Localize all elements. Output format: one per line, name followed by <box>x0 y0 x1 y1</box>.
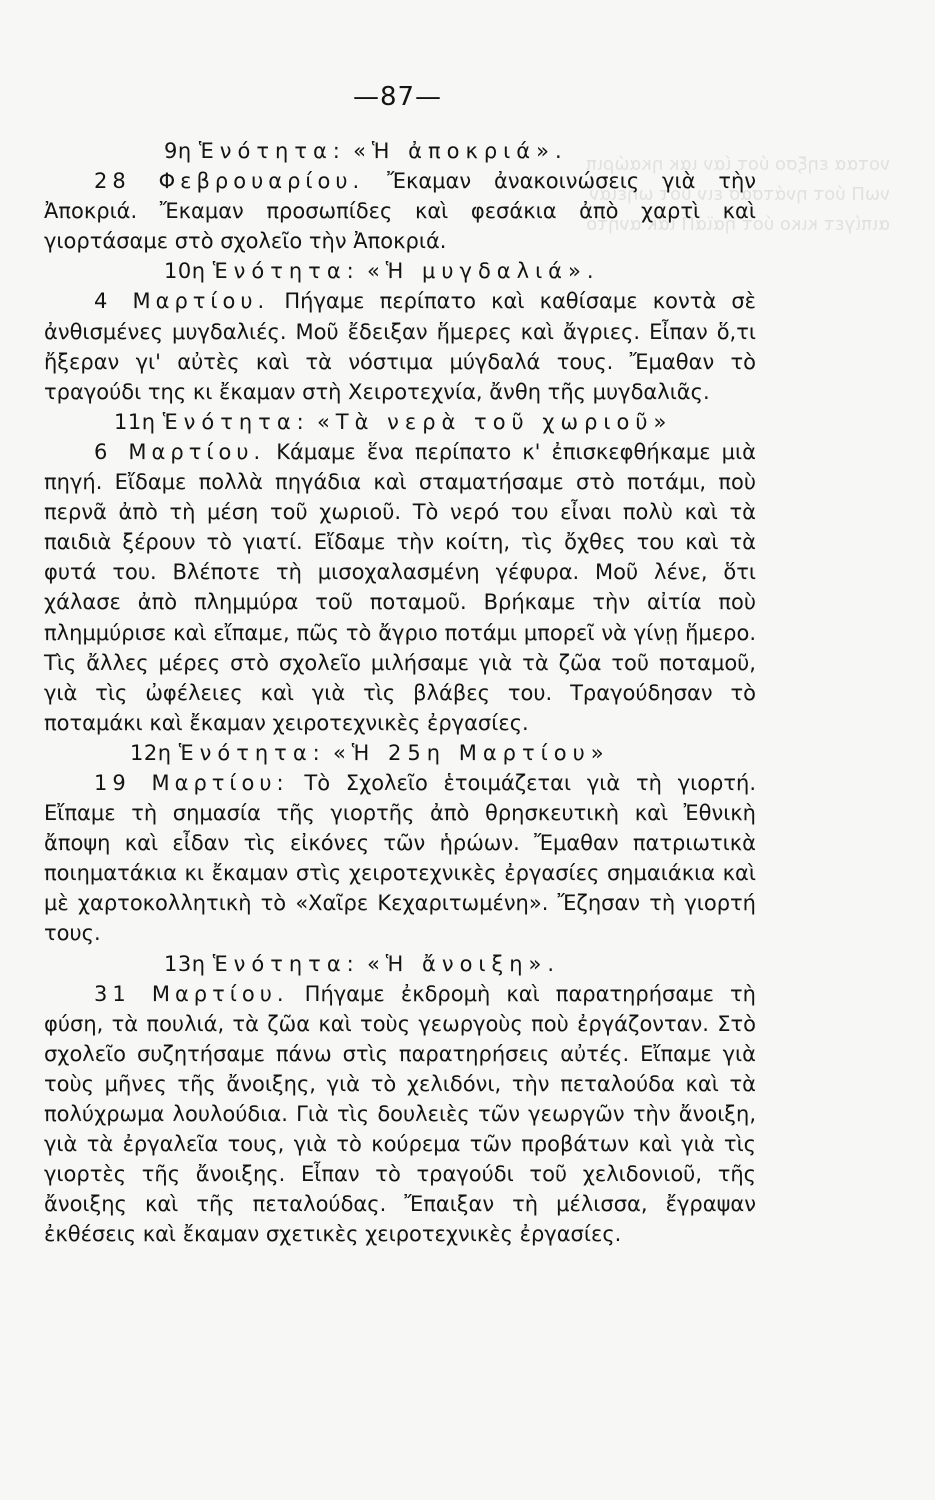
entry-date: 28 Φεβρουαρίου. <box>94 169 365 194</box>
heading-title: «Ἡ ἄνοιξη». <box>366 951 561 976</box>
entry-text: Πήγαμε περίπατο καὶ καθίσαμε κοντὰ σὲ ἀνθισμένες μυγδαλιές. Μοῦ ἔδειξαν ἥμερες καὶ ἄγριες. Εἶπαν ὅ,τι ἤξεραν γι' αὐτὲς καὶ τὰ νόστιμα μύγδαλά τους. Ἔμαθαν τὸ τραγούδι της κι ἔκαμαν στὴ Χειροτεχνία, ἄνθη τῆς μυγδαλιᾶς. <box>44 289 756 404</box>
text-body <box>44 136 756 1249</box>
heading-title: «Ἡ 25η Μαρτίου» <box>332 740 610 765</box>
section-heading-11 <box>114 407 756 437</box>
heading-number: 12η <box>130 740 172 765</box>
heading-title: «Ἡ μυγδαλιά». <box>366 259 600 284</box>
section-paragraph-13 <box>44 979 756 1250</box>
section-paragraph-12 <box>44 768 756 949</box>
page-number: —87— <box>352 82 443 112</box>
entry-text: Τὸ Σχολεῖο ἑτοιμάζεται γιὰ τὴ γιορτή. Εἴπαμε τὴ σημασία τῆς γιορτῆς ἀπὸ θρησκευτικὴ καὶ Ἐθνικὴ ἄποψη καὶ εἶδαν τὶς εἰκόνες τῶν ἡρώων. Ἔμαθαν πατριωτικὰ ποιηματάκια κι ἔκαμαν στὶς χειροτεχνικὲς ἐργασίες σημαιάκια καὶ μὲ χαρτοκολλητικὴ τὸ «Χαῖρε Κεχαριτωμένη». Ἔζησαν τὴ γιορτή τους. <box>44 770 757 946</box>
heading-title: «Ἡ ἀποκριά». <box>353 139 568 163</box>
entry-text: Ἔκαμαν ἀνακοινώσεις γιὰ τὴν Ἀποκριά. Ἔκαμαν προσωπίδες καὶ φεσάκια ἀπὸ χαρτὶ καὶ γιορτάσαμε στὸ σχολεῖο τὴν Ἀποκριά. <box>44 169 757 254</box>
heading-word: Ἑνότητα: <box>198 139 346 163</box>
entry-text: Κάμαμε ἕνα περίπατο κ' ἐπισκεφθήκαμε μιὰ πηγή. Εἴδαμε πολλὰ πηγάδια καὶ σταματήσαμε στὸ ποτάμι, ποὺ περνᾶ ἀπὸ τὴ μέση τοῦ χωριοῦ. Τὸ νερό του εἶναι πολὺ καὶ τὰ παιδιὰ ξέρουν τὸ γιατί. Εἴδαμε τὴν κοίτη, τὶς ὄχθες του καὶ τὰ φυτά του. Βλέποτε τὴ μισοχαλασμένη γέφυρα. Μοῦ λένε, ὅτι χάλασε ἀπὸ πλημμύρα τοῦ ποταμοῦ. Βρήκαμε τὴν αἰτία ποὺ πλημμύρισε καὶ εἴπαμε, πῶς τὸ ἄγριο ποτάμι μπορεῖ νὰ γίνῃ ἥμερο. Τὶς ἄλλες μέρες στὸ σχολεῖο μιλήσαμε γιὰ τὰ ζῶα τοῦ ποταμοῦ, γιὰ τὶς ὠφέλειες καὶ γιὰ τὶς βλάβες του. Τραγούδησαν τὸ ποταμάκι καὶ ἔκαμαν χειροτεχνικὲς ἐργασίες. <box>44 439 756 735</box>
section-paragraph-11 <box>44 437 756 738</box>
heading-number: 13η <box>164 951 206 976</box>
entry-date: 19 Μαρτίου: <box>94 770 289 795</box>
section-paragraph-10 <box>44 286 756 406</box>
section-heading-9 <box>164 136 756 166</box>
section-heading-12 <box>130 738 756 768</box>
entry-text: Πήγαμε ἐκδρομὴ καὶ παρατηρήσαμε τὴ φύση, τὰ πουλιά, τὰ ζῶα καὶ τοὺς γεωργοὺς ποὺ ἐργάζονταν. Στὸ σχολεῖο συζητήσαμε πάνω στὶς παρατηρήσεις αὐτές. Εἴπαμε γιὰ τοὺς μῆνες τῆς ἄνοιξης, γιὰ τὸ χελιδόνι, τὴν πεταλούδα καὶ τὰ πολύχρωμα λουλούδια. Γιὰ τὶς δουλειὲς τῶν γεωργῶν τὴν ἄνοιξη, γιὰ τὰ ἐργαλεῖα τους, γιὰ τὸ κούρεμα τῶν προβάτων καὶ γιὰ τὶς γιορτὲς τῆς ἄνοιξης. Εἶπαν τὸ τραγούδι τοῦ χελιδονιοῦ, τῆς ἄνοιξης καὶ τῆς πεταλούδας. Ἔπαιξαν τὴ μέλισσα, ἔγραψαν ἐκθέσεις καὶ ἔκαμαν σχετικὲς χειροτεχνικὲς ἐργασίες. <box>44 981 756 1247</box>
bleed-through-text: νοταα εηξσο ύοτ ίαν ιακ ηκαώριπ νωΠ ύοτ ηνάτσασ ειν ύοτ ωηεϊαν αιπίγετ κικο ύοτ ηαϊαΠ ιακ ανητο <box>586 154 890 235</box>
heading-word: Ἑνότητα: <box>178 740 326 765</box>
heading-word: Ἑνότητα: <box>212 951 360 976</box>
heading-number: 9η <box>164 139 192 163</box>
heading-number: 11η <box>114 409 156 434</box>
section-heading-13 <box>164 949 756 979</box>
entry-date: 4 Μαρτίου. <box>94 289 270 314</box>
heading-word: Ἑνότητα: <box>212 259 360 284</box>
heading-word: Ἑνότητα: <box>162 409 310 434</box>
heading-title: «Τὰ νερὰ τοῦ χωριοῦ» <box>316 409 673 434</box>
heading-number: 10η <box>164 259 206 284</box>
section-heading-10 <box>164 256 756 286</box>
entry-date: 31 Μαρτίου. <box>94 981 289 1006</box>
entry-date: 6 Μαρτίου. <box>94 439 266 464</box>
section-paragraph-9 <box>44 166 756 256</box>
